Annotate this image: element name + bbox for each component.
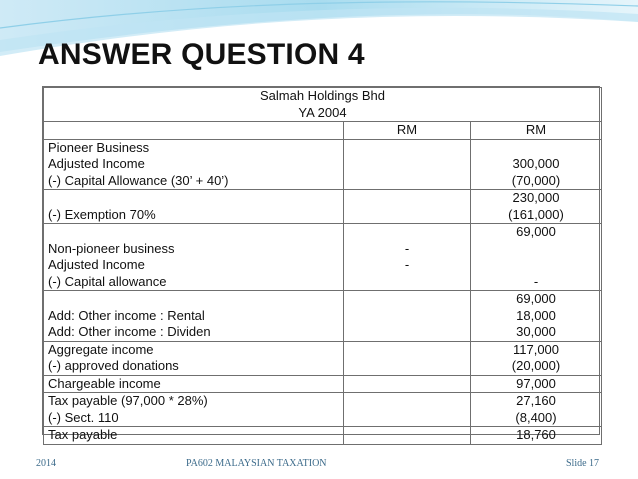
year-of-assessment: YA 2004 [298, 104, 347, 120]
row-labels-line: Tax payable [48, 427, 118, 442]
table-caption [44, 88, 602, 122]
table-row [44, 375, 602, 393]
row-labels-line: Adjusted Income [48, 156, 145, 171]
row-rm-col2-line: 300,000 [512, 156, 560, 171]
row-labels-line: Non-pioneer business [48, 240, 175, 256]
row-rm-col1 [344, 341, 471, 375]
col2-header: RM [471, 122, 602, 140]
row-rm-col1 [344, 224, 471, 291]
table-row [44, 393, 602, 427]
header-blank [44, 122, 344, 140]
row-labels [44, 375, 344, 393]
row-labels [44, 393, 344, 427]
row-rm-col2-line: 69,000 [516, 224, 556, 239]
footer-course: PA602 MALAYSIAN TAXATION [186, 458, 327, 469]
table-row [44, 190, 602, 224]
footer-year: 2014 [36, 458, 56, 469]
row-rm-col1 [344, 139, 471, 190]
row-rm-col2-line: (70,000) [511, 172, 561, 188]
row-labels-line: Add: Other income : Rental [48, 307, 205, 323]
row-labels-line: (-) Capital Allowance (30’ + 40’) [48, 172, 229, 188]
table-row [44, 427, 602, 445]
row-rm-col2 [471, 341, 602, 375]
row-rm-col2-line [475, 140, 597, 157]
row-rm-col1-line [348, 291, 466, 308]
row-labels [44, 427, 344, 445]
row-rm-col1-line [348, 274, 466, 291]
row-rm-col2-line: 117,000 [512, 341, 560, 357]
row-rm-col2 [471, 375, 602, 393]
row-rm-col1-line [348, 342, 466, 359]
row-labels-line [48, 291, 339, 308]
row-rm-col2 [471, 427, 602, 445]
row-rm-col2-line: (8,400) [515, 409, 557, 425]
row-labels-line: (-) Sect. 110 [48, 409, 119, 425]
row-rm-col1-line [348, 140, 466, 157]
row-rm-col2-line: 230,000 [512, 190, 560, 205]
row-rm-col2-line: (20,000) [511, 358, 561, 373]
slide-title: ANSWER QUESTION 4 [38, 38, 365, 71]
row-rm-col2-line: 18,000 [516, 307, 556, 323]
row-rm-col2 [471, 291, 602, 342]
company-name: Salmah Holdings Bhd [259, 88, 386, 103]
row-rm-col1 [344, 427, 471, 445]
row-rm-col1-line [348, 190, 466, 207]
row-rm-col2 [471, 393, 602, 427]
row-rm-col1-line [348, 156, 466, 173]
row-labels-line: Aggregate income [48, 341, 154, 357]
row-rm-col1-line: - [404, 240, 410, 256]
row-rm-col1 [344, 190, 471, 224]
row-rm-col1-line [348, 324, 466, 341]
row-rm-col2-line: 18,760 [516, 427, 556, 442]
row-labels-line: Add: Other income : Dividen [48, 324, 211, 339]
row-rm-col1-line [348, 358, 466, 375]
row-labels-line: (-) approved donations [48, 358, 179, 373]
row-rm-col2-line [475, 257, 597, 274]
row-labels-line [48, 190, 339, 207]
row-rm-col2 [471, 139, 602, 190]
table-row [44, 224, 602, 291]
row-rm-col1 [344, 375, 471, 393]
row-rm-col1-line: - [404, 257, 410, 272]
row-labels [44, 341, 344, 375]
row-rm-col1-line [348, 173, 466, 190]
row-labels-line: Adjusted Income [48, 257, 145, 272]
row-rm-col1-line [348, 427, 466, 444]
row-rm-col2 [471, 224, 602, 291]
row-rm-col1 [344, 291, 471, 342]
row-rm-col2-line [475, 241, 597, 258]
table-row [44, 341, 602, 375]
row-rm-col2-line: 30,000 [516, 324, 556, 339]
row-rm-col1 [344, 393, 471, 427]
row-rm-col2 [471, 190, 602, 224]
row-rm-col2-line: - [533, 273, 539, 289]
row-labels-line: (-) Capital allowance [48, 273, 167, 289]
row-labels-line: Pioneer Business [48, 139, 150, 155]
row-labels-line: (-) Exemption 70% [48, 206, 156, 222]
row-rm-col1-line [348, 376, 466, 393]
row-labels-line [48, 224, 339, 241]
row-labels [44, 291, 344, 342]
row-labels-line: Tax payable (97,000 * 28%) [48, 393, 208, 408]
tax-computation-table [42, 86, 600, 442]
table-row [44, 139, 602, 190]
table-row [44, 291, 602, 342]
row-labels [44, 224, 344, 291]
footer-slide-number: Slide 17 [566, 458, 600, 469]
row-rm-col1-line [348, 393, 466, 410]
row-rm-col1-line [348, 308, 466, 325]
row-labels [44, 139, 344, 190]
row-rm-col2-line: (161,000) [508, 206, 564, 222]
row-rm-col2-line: 69,000 [516, 291, 556, 306]
row-rm-col1-line [348, 224, 466, 241]
row-rm-col2-line: 27,160 [516, 393, 556, 408]
row-rm-col2-line: 97,000 [516, 375, 556, 391]
row-rm-col1-line [348, 207, 466, 224]
col1-header: RM [344, 122, 471, 140]
row-labels [44, 190, 344, 224]
row-rm-col1-line [348, 410, 466, 427]
row-labels-line: Chargeable income [48, 375, 161, 391]
